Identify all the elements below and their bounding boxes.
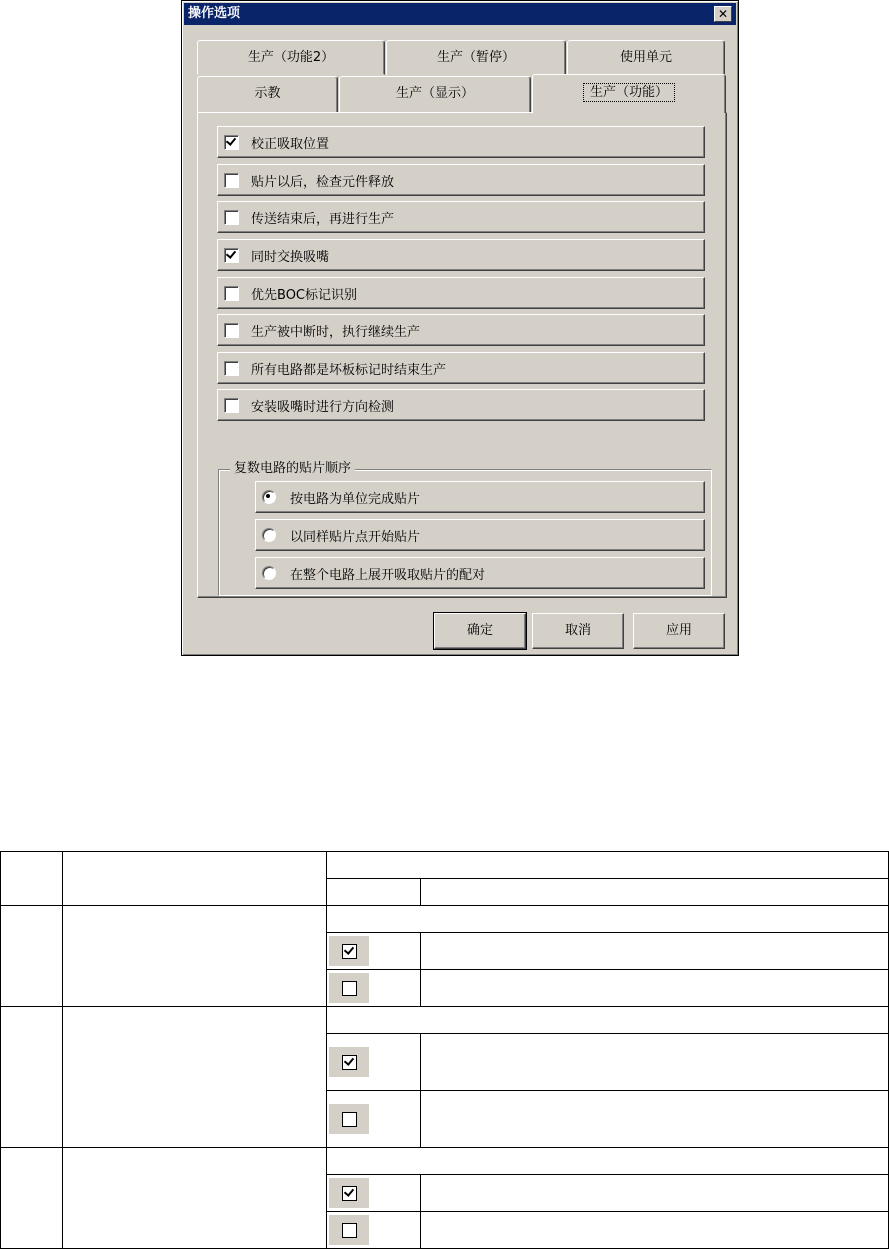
tab-label: 生产（显示） [395, 86, 474, 101]
radio-expand-pickup-pairing[interactable] [255, 557, 705, 589]
tab-production-display[interactable] [339, 76, 531, 113]
close-icon: ✕ [717, 7, 729, 21]
checkbox-icon [224, 210, 239, 225]
table-cell [327, 906, 889, 933]
table-cell [63, 1007, 327, 1148]
unchecked-box-icon [329, 1104, 369, 1134]
option-label: 优先BOC标记识别 [251, 287, 357, 303]
option-label: 安装吸嘴时进行方向检测 [251, 399, 395, 415]
table-cell [1, 1007, 63, 1148]
option-end-when-all-bad-marks[interactable] [217, 352, 705, 384]
radio-complete-per-circuit[interactable] [255, 481, 705, 513]
table-header-row [1, 852, 889, 879]
radio-label: 在整个电路上展开吸取贴片的配对 [290, 567, 486, 583]
operation-options-dialog [181, 0, 739, 656]
option-simultaneous-nozzle-exchange[interactable] [217, 239, 705, 271]
radio-icon [262, 490, 276, 504]
checkbox-icon [224, 135, 239, 150]
radio-icon [262, 528, 276, 542]
close-button[interactable] [714, 6, 732, 22]
tab-label: 使用单元 [619, 50, 672, 65]
option-continue-after-interrupt[interactable] [217, 314, 705, 346]
dialog-title: 操作选项 [188, 6, 241, 21]
checkbox-icon [224, 286, 239, 301]
checkbox-icon [224, 398, 239, 413]
tab-production-function2[interactable] [197, 40, 385, 75]
table-section-row [1, 1148, 889, 1175]
table-cell [327, 933, 421, 970]
table-section-row [1, 906, 889, 933]
option-label: 贴片以后，检查元件释放 [251, 174, 395, 190]
checkbox-icon [224, 323, 239, 338]
option-nozzle-direction-check[interactable] [217, 389, 705, 421]
checkbox-icon [224, 361, 239, 376]
radio-icon [262, 566, 276, 580]
table-cell [1, 906, 63, 1007]
dialog-titlebar [184, 3, 736, 25]
table-cell [327, 1007, 889, 1034]
tab-use-unit[interactable] [567, 40, 725, 75]
table-cell [1, 1148, 63, 1249]
tab-label: 生产（功能） [583, 83, 675, 102]
checked-box-icon [329, 936, 369, 966]
table-cell [327, 970, 421, 1007]
table-cell [63, 1148, 327, 1249]
table-cell [421, 933, 889, 970]
apply-button[interactable]: 应用 [633, 613, 725, 649]
radio-label: 以同样贴片点开始贴片 [290, 529, 421, 545]
unchecked-box-icon [329, 1215, 369, 1245]
ok-button[interactable]: 确定 [434, 613, 526, 649]
table-cell [327, 1091, 421, 1148]
table-cell [63, 906, 327, 1007]
table-cell [327, 852, 889, 879]
option-label: 校正吸取位置 [251, 136, 330, 152]
table-cell [327, 1148, 889, 1175]
cancel-button[interactable]: 取消 [532, 613, 624, 649]
tab-label: 示教 [254, 86, 281, 101]
settings-table [0, 851, 889, 1249]
table-cell [421, 1212, 889, 1249]
table-cell [327, 879, 421, 906]
table-section-row [1, 1007, 889, 1034]
option-label: 所有电路都是坏板标记时结束生产 [251, 362, 447, 378]
checked-box-icon [329, 1047, 369, 1077]
option-produce-after-transfer[interactable] [217, 201, 705, 233]
table-cell [421, 1175, 889, 1212]
tab-teaching[interactable] [197, 76, 338, 113]
table-cell [421, 1091, 889, 1148]
option-label: 同时交换吸嘴 [251, 249, 330, 265]
tab-label: 生产（功能2） [247, 50, 335, 65]
unchecked-box-icon [329, 973, 369, 1003]
checkbox-icon [224, 248, 239, 263]
radio-label: 按电路为单位完成贴片 [290, 491, 421, 507]
table-cell [63, 852, 327, 906]
table-cell [421, 970, 889, 1007]
tab-label: 生产（暂停） [436, 50, 515, 65]
tab-production-pause[interactable] [386, 40, 566, 75]
checked-box-icon [329, 1178, 369, 1208]
option-priority-boc-mark[interactable] [217, 277, 705, 309]
table-cell [327, 1034, 421, 1091]
tab-production-function[interactable] [532, 74, 726, 114]
table-cell [421, 1034, 889, 1091]
table-cell [421, 879, 889, 906]
option-correct-pickup-position[interactable] [217, 126, 705, 158]
table-cell [327, 1212, 421, 1249]
option-check-release-after-mount[interactable] [217, 164, 705, 196]
option-label: 传送结束后，再进行生产 [251, 211, 395, 227]
radio-start-same-point[interactable] [255, 519, 705, 551]
table-cell [1, 852, 63, 906]
option-label: 生产被中断时，执行继续生产 [251, 324, 421, 340]
checkbox-icon [224, 173, 239, 188]
group-legend: 复数电路的贴片顺序 [230, 460, 355, 478]
table-cell [327, 1175, 421, 1212]
